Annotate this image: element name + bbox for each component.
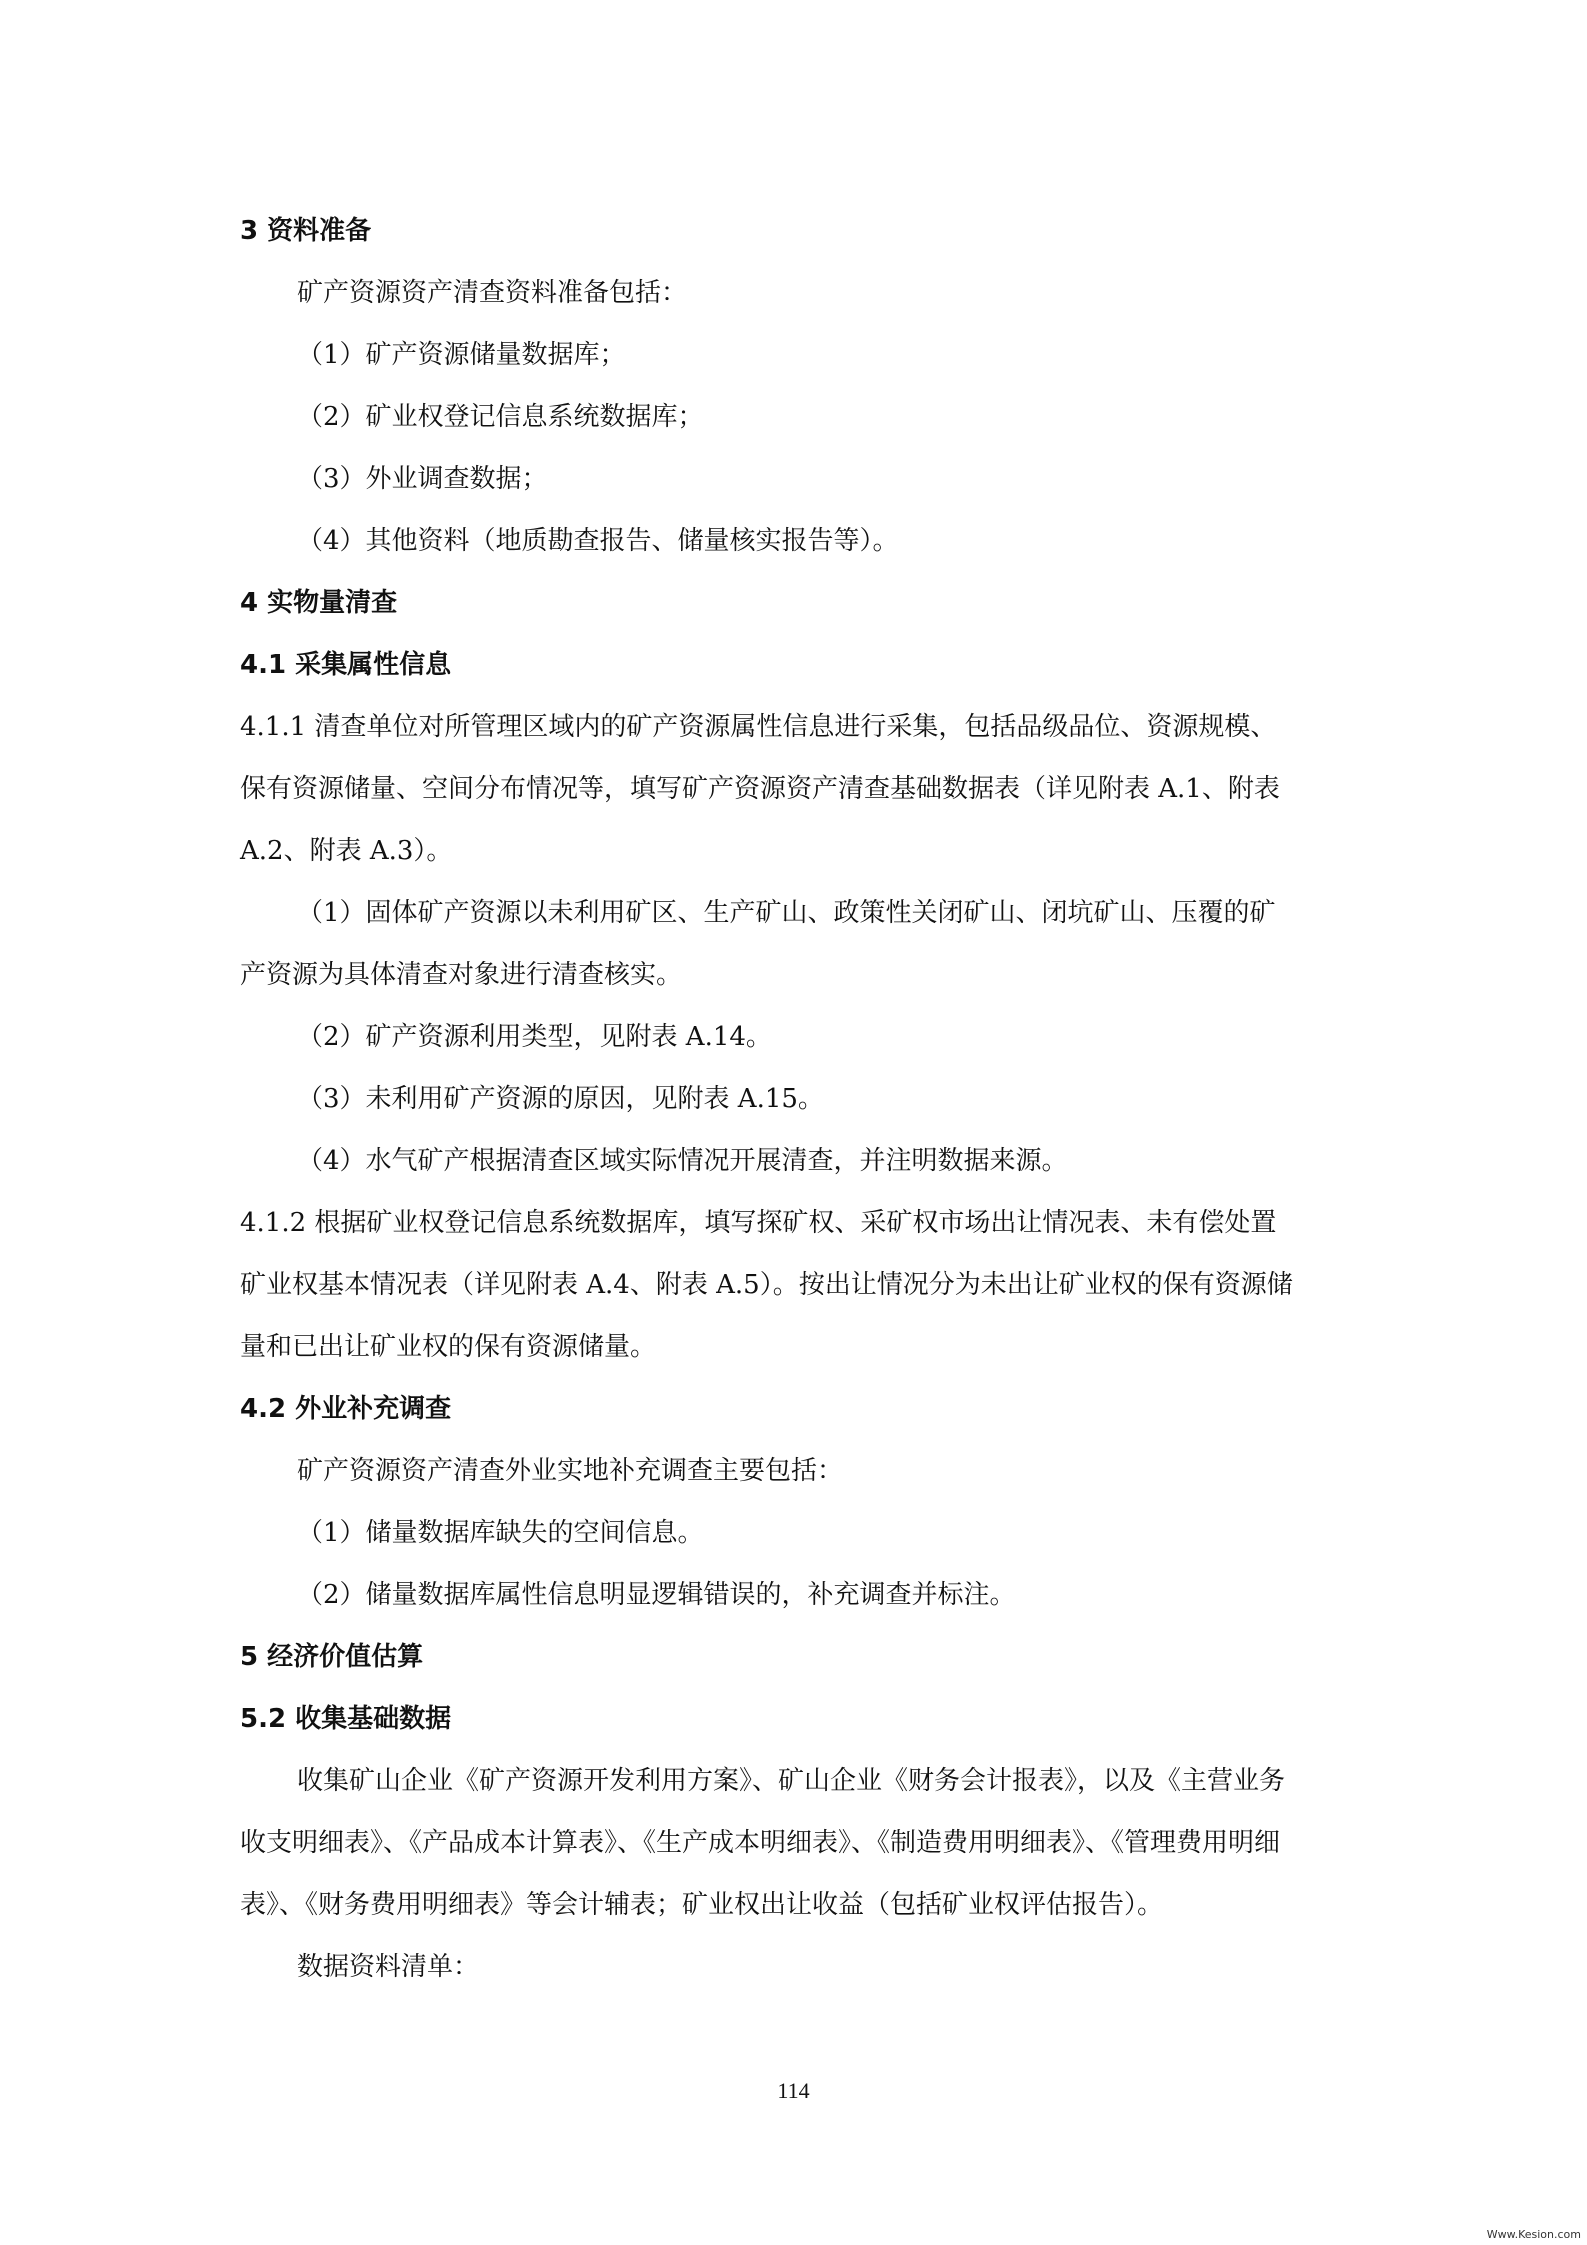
section-4-1-heading: 4.1 采集属性信息 <box>240 650 452 680</box>
section-4-2-item-1: （1）储量数据库缺失的空间信息。 <box>297 1518 704 1548</box>
section-4-2-intro: 矿产资源资产清查外业实地补充调查主要包括： <box>297 1456 844 1486</box>
paragraph-4-1-2-line-2: 矿业权基本情况表（详见附表 A.4、附表 A.5）。按出让情况分为未出让矿业权的保有资源储 <box>240 1270 1293 1300</box>
paragraph-4-1-1-line-1: 4.1.1 清查单位对所管理区域内的矿产资源属性信息进行采集，包括品级品位、资源规模、 <box>240 712 1277 742</box>
paragraph-5-2-line-2: 收支明细表》、《产品成本计算表》、《生产成本明细表》、《制造费用明细表》、《管理费用明细 <box>240 1828 1281 1858</box>
section-3-item-2: （2）矿业权登记信息系统数据库； <box>297 402 704 432</box>
item-4-1-1-1-line-2: 产资源为具体清查对象进行清查核实。 <box>240 960 683 990</box>
page-number: 114 <box>777 2078 810 2103</box>
item-4-1-1-1-line-1: （1）固体矿产资源以未利用矿区、生产矿山、政策性关闭矿山、闭坑矿山、压覆的矿 <box>297 898 1276 928</box>
section-3-heading: 3 资料准备 <box>240 216 372 246</box>
section-5-heading: 5 经济价值估算 <box>240 1642 424 1672</box>
watermark: Www.Kesion.com <box>1486 2228 1581 2241</box>
item-4-1-1-3: （3）未利用矿产资源的原因，见附表 A.15。 <box>297 1084 824 1114</box>
document-page <box>240 200 1350 1998</box>
section-3-item-4: （4）其他资料（地质勘查报告、储量核实报告等）。 <box>297 526 899 556</box>
section-3-intro: 矿产资源资产清查资料准备包括： <box>297 278 688 308</box>
paragraph-4-1-2-line-3: 量和已出让矿业权的保有资源储量。 <box>240 1332 657 1362</box>
section-3-item-3: （3）外业调查数据； <box>297 464 548 494</box>
section-3-item-1: （1）矿产资源储量数据库； <box>297 340 626 370</box>
item-4-1-1-2: （2）矿产资源利用类型，见附表 A.14。 <box>297 1022 772 1052</box>
paragraph-5-2-line-3: 表》、《财务费用明细表》等会计辅表；矿业权出让收益（包括矿业权评估报告）。 <box>240 1890 1164 1920</box>
section-4-2-heading: 4.2 外业补充调查 <box>240 1394 452 1424</box>
paragraph-4-1-1-line-3: A.2、附表 A.3）。 <box>240 836 453 866</box>
paragraph-5-2-line-1: 收集矿山企业《矿产资源开发利用方案》、矿山企业《财务会计报表》，以及《主营业务 <box>297 1766 1286 1796</box>
data-list-label: 数据资料清单： <box>297 1952 480 1982</box>
section-4-heading: 4 实物量清查 <box>240 588 398 618</box>
paragraph-4-1-1-line-2: 保有资源储量、空间分布情况等，填写矿产资源资产清查基础数据表（详见附表 A.1、附表 <box>240 774 1280 804</box>
item-4-1-1-4: （4）水气矿产根据清查区域实际情况开展清查，并注明数据来源。 <box>297 1146 1068 1176</box>
section-5-2-heading: 5.2 收集基础数据 <box>240 1704 452 1734</box>
paragraph-4-1-2-line-1: 4.1.2 根据矿业权登记信息系统数据库，填写探矿权、采矿权市场出让情况表、未有偿处置 <box>240 1208 1277 1238</box>
section-4-2-item-2: （2）储量数据库属性信息明显逻辑错误的，补充调查并标注。 <box>297 1580 1016 1610</box>
